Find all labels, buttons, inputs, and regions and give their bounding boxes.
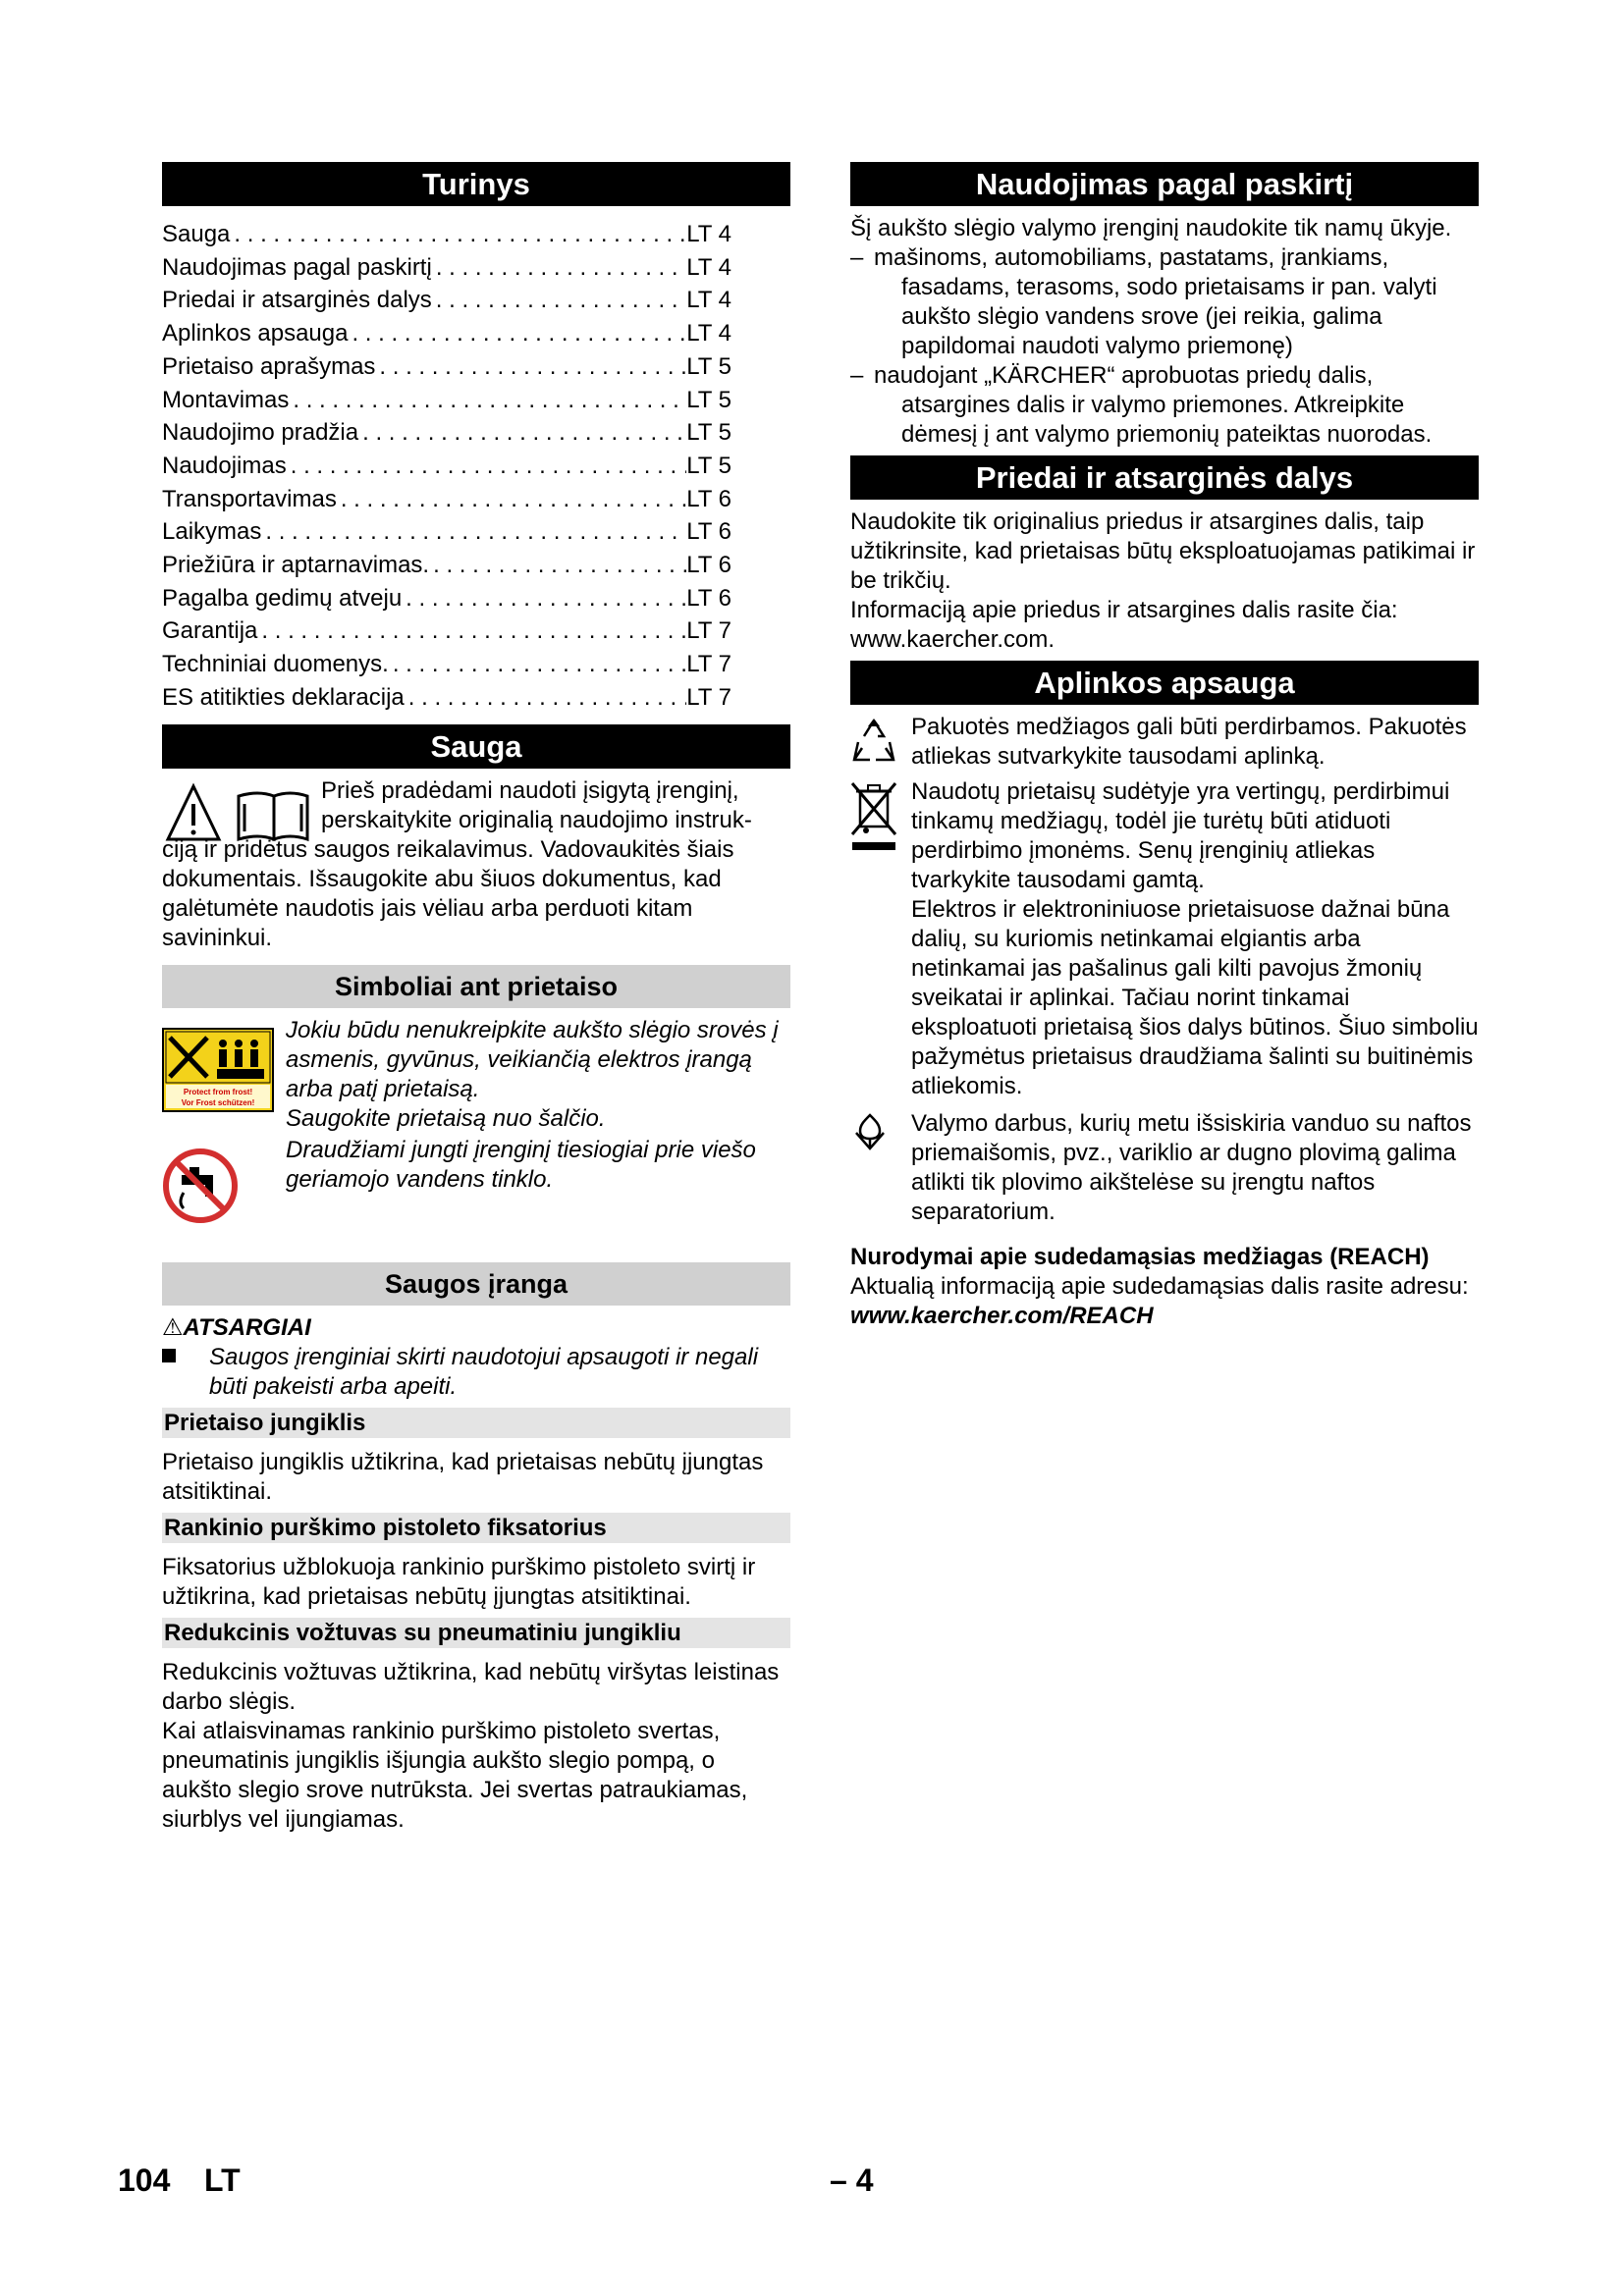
- toc-entry[interactable]: [162, 515, 731, 549]
- toc-entry-title: Techniniai duomenys.: [162, 651, 389, 678]
- toc-leader-dots: [429, 549, 686, 582]
- toc-entry-title: Sauga: [162, 221, 231, 247]
- safety-bullet-text: Saugos įrenginiai skirti naudotojui apsaugoti ir negali būti pakeisti arba apeiti.: [209, 1343, 759, 1400]
- gun-lock-text: Fiksatorius užblokuoja rankinio purškimo pistoleto svirtį ir užtikrina, kad prietaisas nebūtų įjungtas atsitiktinai.: [162, 1553, 756, 1610]
- toc-list: [162, 218, 790, 715]
- toc-leader-dots: [337, 483, 686, 516]
- footer-page-number: 104: [118, 2163, 171, 2198]
- toc-heading: Turinys: [162, 162, 790, 206]
- toc-leader-dots: [289, 384, 686, 417]
- toc-entry[interactable]: [162, 450, 731, 483]
- toc-leader-dots: [402, 582, 686, 615]
- toc-entry-page: LT 5: [686, 352, 731, 380]
- toc-entry-title: Naudojimas: [162, 452, 287, 479]
- warning-manual-icon: [164, 782, 311, 850]
- toc-entry-title: Priežiūra ir aptarnavimas.: [162, 552, 430, 579]
- weee-text-2: Elektros ir elektroniniuose prietaisuose dažnai būna dalių, su kuriomis netinkamai elgiantis arba netinkamai jas pašalinus gali kilti pavojus žmonių sveikatai ir aplinkai. Tačiau norint tinkamai eksploatuoti prietaisą šios dalys būtinos. Šiuo simboliu pažymėtus prietaisus draudžiama šalinti su buitinėmis atliekomis.: [911, 896, 1479, 1099]
- saugos-iranga-heading: Saugos įranga: [162, 1262, 790, 1306]
- toc-entry-title: Priedai ir atsarginės dalys: [162, 287, 432, 314]
- toc-entry-title: Laikymas: [162, 518, 262, 546]
- bullet-square-icon: [162, 1349, 176, 1362]
- toc-entry[interactable]: [162, 251, 731, 285]
- symbol-frost-text: Saugokite prietaisą nuo šalčio.: [286, 1104, 606, 1132]
- sauga-intro-line1: Prieš pradėdami naudoti įsigytą įrenginį,: [321, 776, 739, 804]
- toc-entry[interactable]: [162, 218, 731, 251]
- toc-leader-dots: [405, 681, 686, 715]
- no-drinking-water-connection-icon: [162, 1136, 286, 1229]
- weee-text-1: Naudotų prietaisų sudėtyje yra vertingų, perdirbimui tinkamų medžiagų, todėl jie turėtų būti atiduoti perdirbimo įmonėms. Senų įrenginių atliekas tvarkykite tausodami gamtą.: [911, 778, 1450, 893]
- toc-entry-page: LT 6: [686, 584, 731, 612]
- reach-heading: Nurodymai apie sudedamąsias medžiagas (REACH): [850, 1244, 1430, 1270]
- caution-label: [162, 1313, 790, 1343]
- naudojimas-dash-1: – mašinoms, automobiliams, pastatams, įrankiams, fasadams, terasoms, sodo prietaisams ir pan. valyti aukšto slėgio vandens srove (jei reikia, galima papildomai naudoti valymo priemonę): [850, 244, 1437, 359]
- valve-heading: Redukcinis vožtuvas su pneumatiniu jungikliu: [162, 1618, 790, 1648]
- symbol-water-row: [162, 1136, 790, 1229]
- toc-entry-title: ES atitikties deklaracija: [162, 683, 405, 711]
- toc-leader-dots: [375, 350, 686, 384]
- device-switch-heading: Prietaiso jungiklis: [162, 1408, 790, 1438]
- priedai-text-1: Naudokite tik originalius priedus ir atsargines dalis, taip užtikrinsite, kad prietaisas būtų eksploatuojamas patikimai ir be trikčių.: [850, 508, 1476, 594]
- toc-entry-page: LT 5: [686, 452, 731, 479]
- toc-entry-title: Transportavimas: [162, 485, 337, 512]
- svg-text:Vor Frost schützen!: Vor Frost schützen!: [181, 1097, 255, 1107]
- symbol-label-row: [162, 1016, 790, 1134]
- toc-entry[interactable]: [162, 483, 731, 516]
- sauga-intro-line2: perskaitykite originalią naudojimo instruk-: [321, 806, 752, 833]
- naudojimas-text: Šį aukšto slėgio valymo įrenginį naudokite tik namų ūkyje.: [850, 215, 1452, 241]
- sauga-heading: Sauga: [162, 724, 790, 769]
- toc-leader-dots: [358, 416, 686, 450]
- toc-entry-title: Pagalba gedimų atveju: [162, 584, 403, 612]
- left-column: [162, 162, 790, 1835]
- naudojimas-dash-2: – naudojant „KÄRCHER“ aprobuotas priedų dalis, atsargines dalis ir valymo priemones. Atkreipkite dėmesį į ant valymo priemonių pateiktas nuorodas.: [850, 362, 1433, 448]
- toc-entry[interactable]: [162, 384, 731, 417]
- toc-entry-page: LT 7: [686, 683, 731, 711]
- toc-leader-dots: [261, 515, 686, 549]
- toc-leader-dots: [230, 218, 686, 251]
- caution-word: ATSARGIAI: [183, 1313, 311, 1341]
- oil-text: Valymo darbus, kurių metu išsiskiria vanduo su naftos priemaišomis, pvz., variklio ar dugno plovimą galima atlikti tik plovimo aikštelėse su įrengtu naftos separatorium.: [911, 1110, 1472, 1225]
- reach-url-link[interactable]: www.kaercher.com/REACH: [850, 1303, 1154, 1329]
- toc-leader-dots: [348, 317, 686, 350]
- packaging-row: [850, 713, 1479, 772]
- toc-entry[interactable]: [162, 284, 731, 317]
- symbol-water-text: Draudžiami jungti įrenginį tiesiogiai prie viešo geriamojo vandens tinklo.: [286, 1136, 756, 1193]
- toc-entry-page: LT 7: [686, 617, 731, 645]
- toc-entry-page: LT 4: [686, 287, 731, 314]
- naudojimas-heading: Naudojimas pagal paskirtį: [850, 162, 1479, 206]
- toc-entry-page: LT 6: [686, 485, 731, 512]
- toc-entry-title: Garantija: [162, 617, 258, 645]
- oil-separator-icon: [850, 1109, 911, 1157]
- toc-entry[interactable]: [162, 681, 731, 715]
- naudojimas-dash-2-text: naudojant „KÄRCHER“ aprobuotas priedų dalis, atsargines dalis ir valymo priemones. Atkreipkite dėmesį į ant valymo priemonių pateiktas nuorodas.: [874, 362, 1433, 448]
- toc-entry-title: Naudojimo pradžia: [162, 419, 359, 447]
- toc-entry-page: LT 4: [686, 320, 731, 347]
- toc-entry-page: LT 5: [686, 386, 731, 413]
- toc-entry-title: Aplinkos apsauga: [162, 320, 349, 347]
- right-column: [850, 162, 1479, 1331]
- toc-entry-page: LT 6: [686, 552, 731, 579]
- symbol-spray-text: Jokiu būdu nenukreipkite aukšto slėgio srovės į asmenis, gyvūnus, veikiančią elektros įrangą arba patį prietaisą.: [286, 1016, 779, 1102]
- simboliai-heading: Simboliai ant prietaiso: [162, 965, 790, 1008]
- toc-entry-title: Prietaiso aprašymas: [162, 352, 376, 380]
- toc-entry[interactable]: [162, 350, 731, 384]
- toc-entry-page: LT 6: [686, 518, 731, 546]
- svg-text:Protect from frost!: Protect from frost!: [183, 1087, 253, 1096]
- toc-entry[interactable]: [162, 317, 731, 350]
- oil-row: [850, 1109, 1479, 1227]
- gun-lock-heading: Rankinio purškimo pistoleto fiksatorius: [162, 1513, 790, 1543]
- toc-leader-dots: [257, 614, 686, 648]
- no-spray-warning-label-icon: [162, 1016, 286, 1117]
- safety-bullet: [162, 1343, 790, 1402]
- sauga-intro-rest: ciją ir pridėtus saugos reikalavimus. Vadovaukitės šiais dokumentais. Išsaugokite abu šiuos dokumentus, kad galėtumėte naudotis jais vėliau arba perduoti kitam savininkui.: [162, 835, 734, 951]
- toc-leader-dots: [432, 284, 686, 317]
- priedai-text-2: Informaciją apie priedus ir atsargines dalis rasite čia: www.kaercher.com.: [850, 597, 1398, 653]
- naudojimas-dash-1-text: mašinoms, automobiliams, pastatams, įrankiams, fasadams, terasoms, sodo prietaisams ir pan. valyti aukšto slėgio vandens srove (jei reikia, galima papildomai naudoti valymo priemonę): [874, 244, 1437, 359]
- crossed-bin-icon: [850, 777, 911, 857]
- toc-leader-dots: [432, 251, 686, 285]
- toc-entry-page: LT 4: [686, 221, 731, 247]
- toc-entry-title: Montavimas: [162, 386, 290, 413]
- toc-entry[interactable]: [162, 614, 731, 648]
- toc-leader-dots: [287, 450, 686, 483]
- toc-entry-page: LT 5: [686, 419, 731, 447]
- toc-entry-page: LT 4: [686, 253, 731, 281]
- recycling-icon: [850, 713, 911, 771]
- toc-entry-title: Naudojimas pagal paskirtį: [162, 253, 432, 281]
- valve-text-2: Kai atlaisvinamas rankinio purškimo pistoleto svertas, pneumatinis jungiklis išjungia aukšto slegio pompą, o aukšto slegio srove nutrūksta. Jei svertas patraukiamas, siurblys vel ijungiamas.: [162, 1717, 748, 1833]
- priedai-heading: Priedai ir atsarginės dalys: [850, 455, 1479, 500]
- footer-sub-page: – 4: [830, 2163, 874, 2198]
- packaging-text: Pakuotės medžiagos gali būti perdirbamos. Pakuotės atliekas sutvarkykite tausodami aplinką.: [911, 714, 1467, 770]
- aplinkos-heading: Aplinkos apsauga: [850, 661, 1479, 705]
- sauga-intro: [162, 776, 790, 953]
- toc-leader-dots: [389, 648, 686, 681]
- toc-entry[interactable]: [162, 416, 731, 450]
- toc-entry-page: LT 7: [686, 651, 731, 678]
- valve-text-1: Redukcinis vožtuvas užtikrina, kad nebūtų viršytas leistinas darbo slėgis.: [162, 1658, 780, 1715]
- weee-row: [850, 777, 1479, 1101]
- footer-language: LT: [204, 2163, 241, 2198]
- toc-entry[interactable]: [162, 582, 731, 615]
- caution-triangle-icon: ⚠: [162, 1313, 184, 1341]
- device-switch-text: Prietaiso jungiklis užtikrina, kad prietaisas nebūtų įjungtas atsitiktinai.: [162, 1448, 764, 1505]
- toc-entry[interactable]: [162, 549, 731, 582]
- toc-entry[interactable]: [162, 648, 731, 681]
- reach-text: Aktualią informaciją apie sudedamąsias dalis rasite adresu:: [850, 1273, 1469, 1300]
